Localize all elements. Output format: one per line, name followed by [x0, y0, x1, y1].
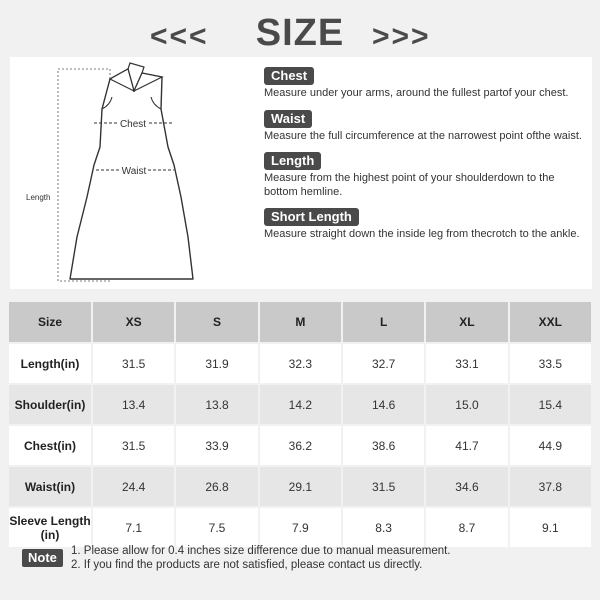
table-cell: 31.5	[343, 467, 424, 506]
table-cell: 9.1	[510, 508, 591, 547]
dress-diagram	[10, 57, 240, 289]
column-header-l: L	[343, 302, 424, 342]
definition-term: Chest	[264, 67, 314, 85]
table-cell: 26.8	[176, 467, 257, 506]
note-line-1: 1. Please allow for 0.4 inches size difference due to manual measurement.	[71, 545, 451, 557]
row-label: Waist(in)	[9, 467, 91, 506]
size-title-banner	[0, 8, 600, 54]
definition-chest	[264, 67, 584, 101]
column-header-xxl: XXL	[510, 302, 591, 342]
note-line-2: 2. If you find the products are not satisfied, please contact us directly.	[71, 559, 423, 571]
collar-stand	[128, 63, 144, 73]
row-label: Length(in)	[9, 344, 91, 383]
waist-label: Waist	[121, 166, 147, 177]
table-cell: 32.3	[260, 344, 341, 383]
note-badge: Note	[22, 549, 63, 567]
table-cell: 8.7	[426, 508, 507, 547]
column-header-size: Size	[9, 302, 91, 342]
table-cell: 14.2	[260, 385, 341, 424]
definition-term: Length	[264, 152, 321, 170]
column-header-m: M	[260, 302, 341, 342]
table-cell: 32.7	[343, 344, 424, 383]
page-title: SIZE	[255, 12, 345, 54]
row-label: Shoulder(in)	[9, 385, 91, 424]
chest-label: Chest	[119, 119, 147, 130]
table-row-shoulder	[9, 385, 591, 424]
table-cell: 7.9	[260, 508, 341, 547]
table-row-waist	[9, 467, 591, 506]
right-arrows: >>>	[372, 20, 431, 53]
definition-length	[264, 152, 584, 199]
table-cell: 33.9	[176, 426, 257, 465]
table-cell: 31.5	[93, 426, 174, 465]
definition-short-length	[264, 208, 584, 242]
table-cell: 7.5	[176, 508, 257, 547]
left-arrows: <<<	[150, 20, 209, 53]
definition-text: Measure the full circumference at the narrowest point ofthe waist.	[264, 129, 582, 142]
table-cell: 31.9	[176, 344, 257, 383]
table-cell: 38.6	[343, 426, 424, 465]
size-chart-table	[7, 300, 593, 549]
length-label: Length	[26, 193, 51, 202]
measurement-definitions	[264, 67, 584, 251]
table-cell: 13.8	[176, 385, 257, 424]
table-cell: 13.4	[93, 385, 174, 424]
table-cell: 33.1	[426, 344, 507, 383]
definition-text: Measure from the highest point of your shoulderdown to the bottom hemline.	[264, 172, 555, 198]
row-label: Chest(in)	[9, 426, 91, 465]
table-cell: 7.1	[93, 508, 174, 547]
table-row-chest	[9, 426, 591, 465]
table-cell: 31.5	[93, 344, 174, 383]
column-header-xl: XL	[426, 302, 507, 342]
row-label: Sleeve Length (in)	[9, 508, 91, 547]
table-cell: 41.7	[426, 426, 507, 465]
column-header-s: S	[176, 302, 257, 342]
table-header-row	[9, 302, 591, 342]
table-cell: 15.4	[510, 385, 591, 424]
table-cell: 37.8	[510, 467, 591, 506]
table-cell: 33.5	[510, 344, 591, 383]
table-cell: 36.2	[260, 426, 341, 465]
table-cell: 24.4	[93, 467, 174, 506]
table-cell: 29.1	[260, 467, 341, 506]
column-header-xs: XS	[93, 302, 174, 342]
definition-text: Measure under your arms, around the fullest partof your chest.	[264, 87, 569, 99]
definition-text: Measure straight down the inside leg from thecrotch to the ankle.	[264, 228, 580, 240]
definition-waist	[264, 110, 584, 144]
table-cell: 34.6	[426, 467, 507, 506]
definition-term: Waist	[264, 110, 312, 128]
table-cell: 8.3	[343, 508, 424, 547]
definition-term: Short Length	[264, 208, 359, 226]
table-cell: 15.0	[426, 385, 507, 424]
table-row-sleeve-length	[9, 508, 591, 547]
table-cell: 44.9	[510, 426, 591, 465]
table-cell: 14.6	[343, 385, 424, 424]
table-row-length	[9, 344, 591, 383]
note-lines	[71, 544, 451, 572]
measurement-guide-panel	[10, 57, 592, 289]
